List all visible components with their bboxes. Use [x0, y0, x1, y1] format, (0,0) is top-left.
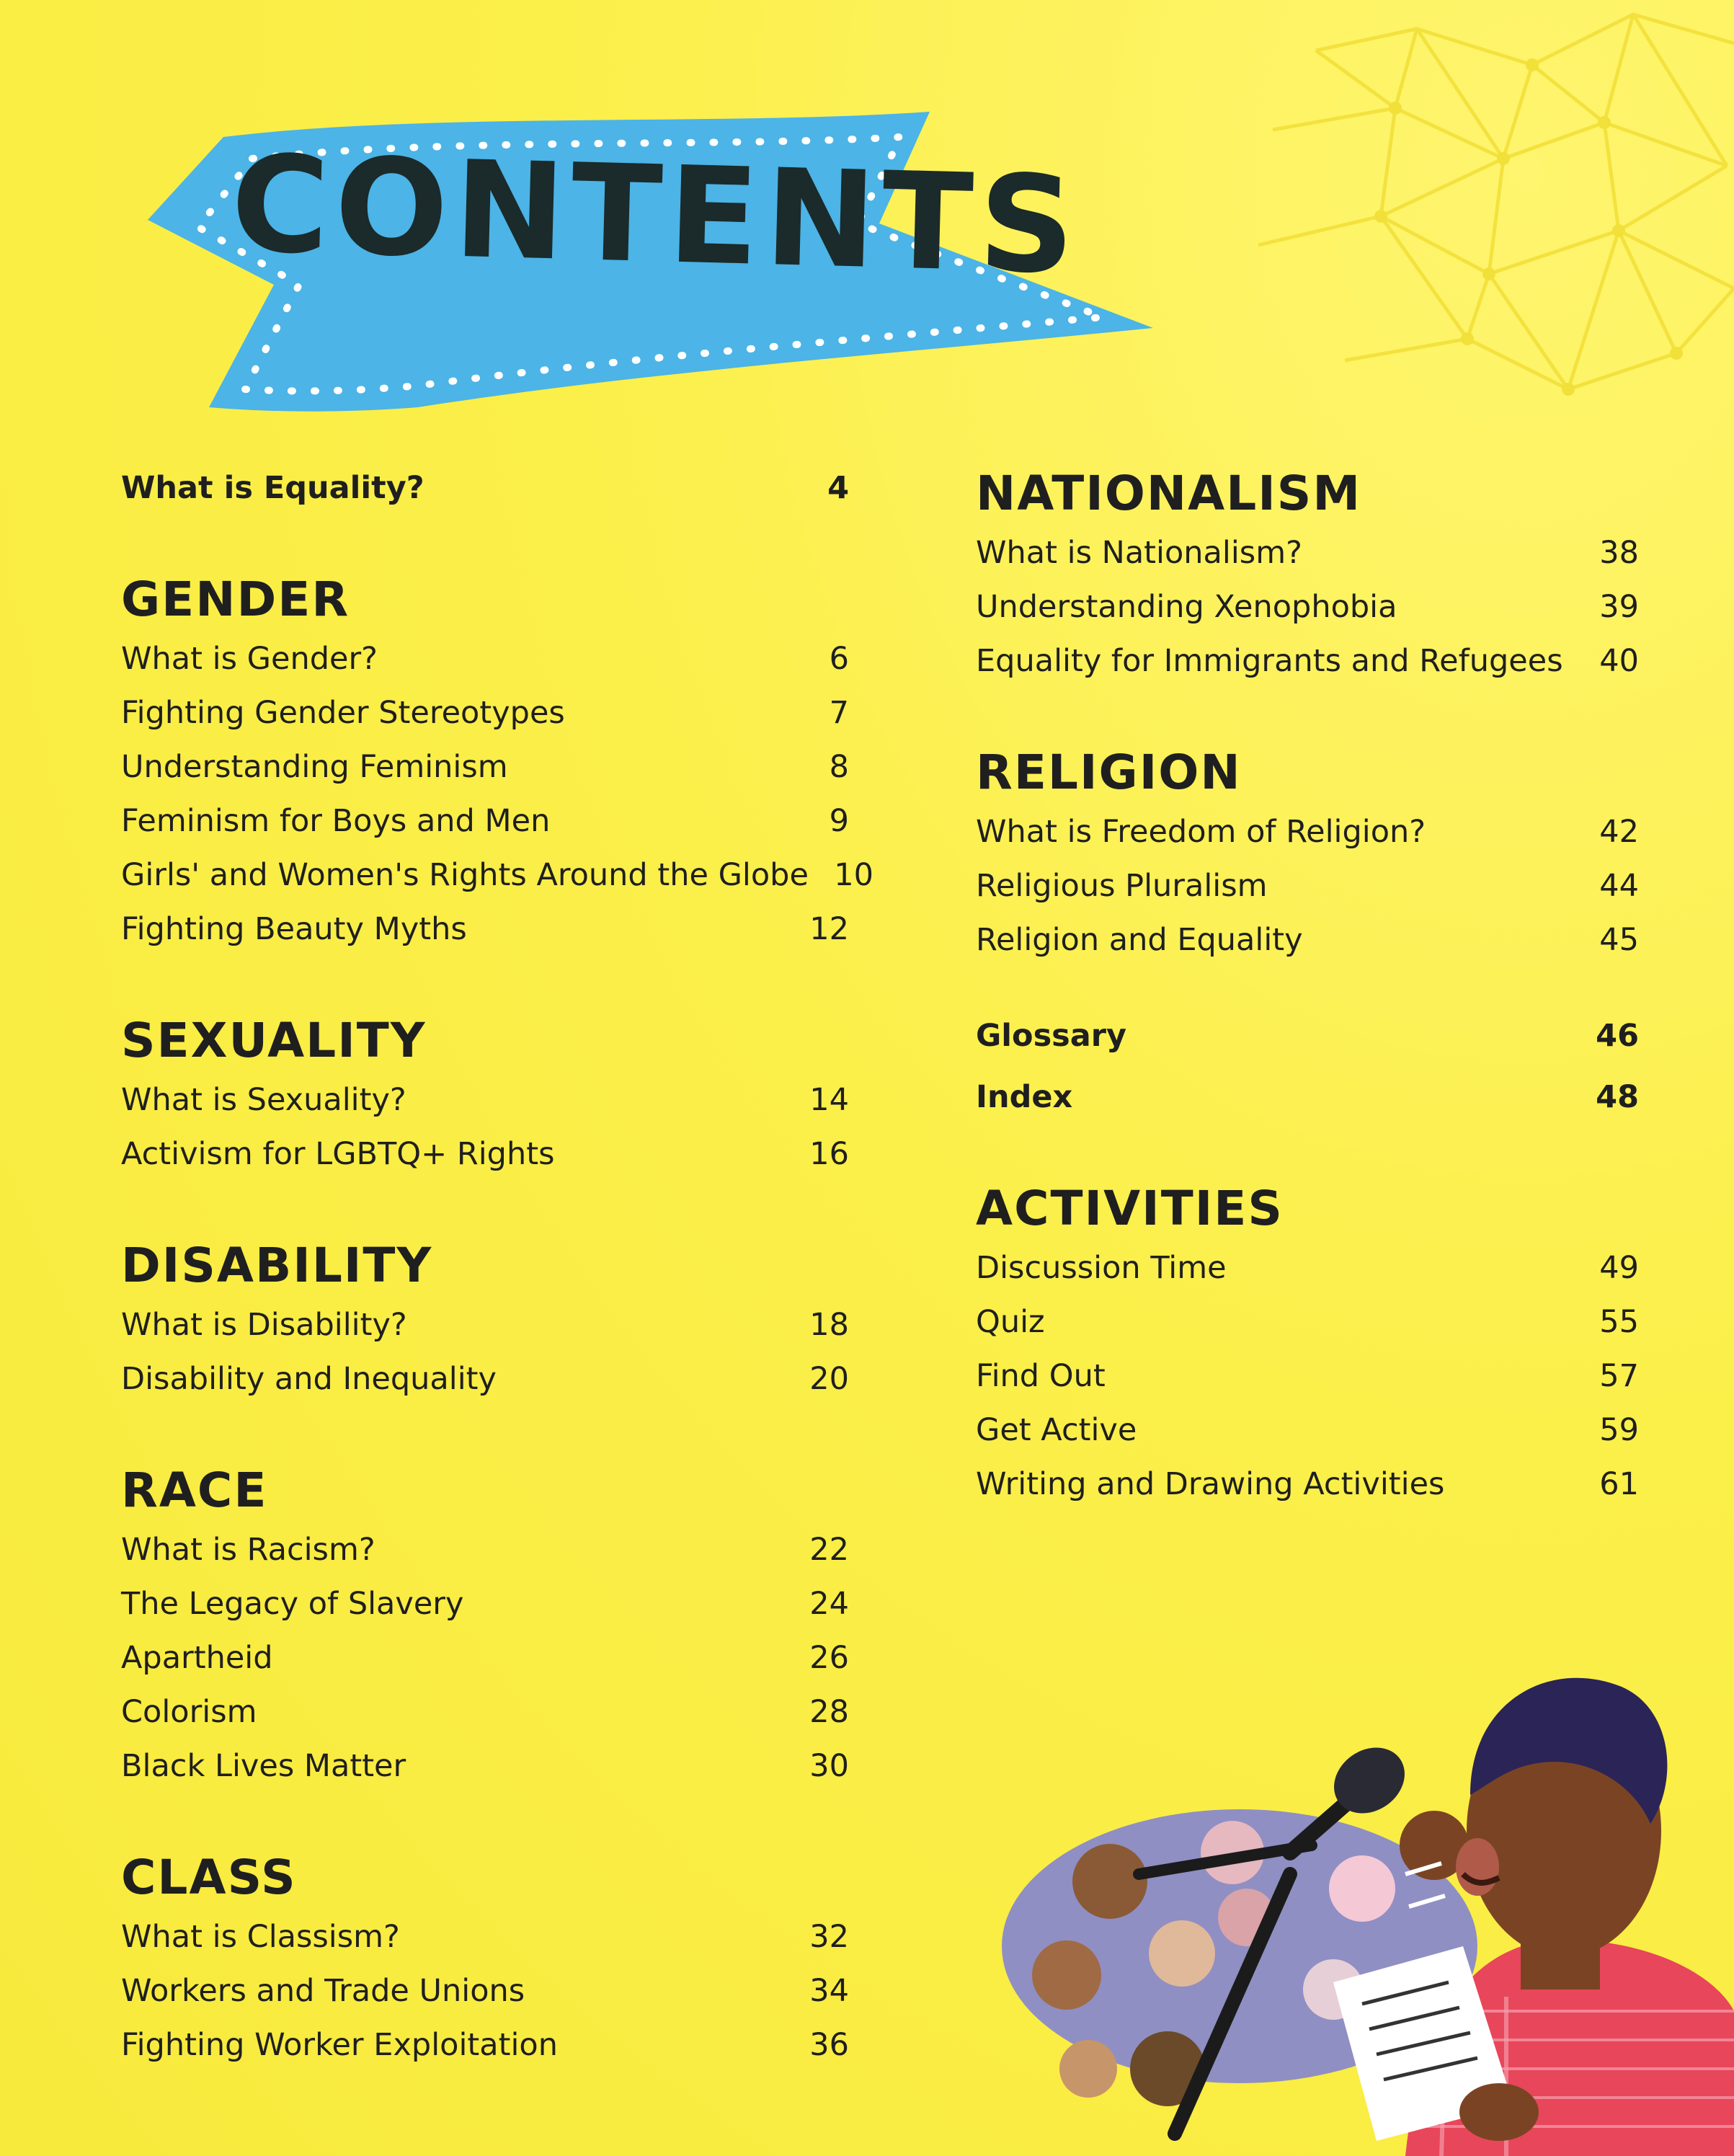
toc-entry-page: 32 [809, 1919, 849, 1955]
section-heading-activities: ACTIVITIES [976, 1181, 1284, 1236]
toc-right-column [976, 461, 1639, 1512]
toc-entry[interactable] [121, 902, 849, 957]
toc-entry-label: What is Sexuality? [121, 1082, 406, 1118]
toc-entry-page: 55 [1599, 1304, 1639, 1340]
toc-entry-label: Fighting Worker Exploitation [121, 2027, 558, 2063]
toc-entry-page: 34 [809, 1973, 849, 2009]
section-heading-nationalism: NATIONALISM [976, 466, 1362, 521]
toc-left-column [121, 461, 873, 2072]
toc-entry-label: Colorism [121, 1694, 257, 1730]
toc-entry-page: 14 [809, 1082, 849, 1118]
toc-entry[interactable] [121, 461, 849, 515]
toc-entry-label: Activism for LGBTQ+ Rights [121, 1136, 555, 1172]
toc-entry-label: Discussion Time [976, 1250, 1227, 1286]
toc-entry-page: 44 [1599, 868, 1639, 904]
toc-entry-page: 4 [827, 470, 849, 506]
toc-entry[interactable] [121, 1073, 849, 1127]
toc-entry-page: 30 [809, 1748, 849, 1784]
geometric-line-decoration [1230, 0, 1734, 461]
toc-entry-page: 20 [809, 1361, 849, 1397]
toc-entry-label: Index [976, 1079, 1073, 1115]
toc-entry[interactable] [976, 1349, 1639, 1403]
toc-entry[interactable] [976, 1241, 1639, 1295]
section-heading-sexuality: SEXUALITY [121, 1013, 427, 1068]
toc-entry-label: Religious Pluralism [976, 868, 1268, 904]
toc-entry[interactable] [976, 1070, 1639, 1124]
toc-entry[interactable] [121, 686, 849, 740]
toc-entry-page: 9 [829, 803, 849, 839]
toc-entry-label: Equality for Immigrants and Refugees [976, 643, 1563, 679]
toc-entry-page: 10 [834, 857, 873, 893]
toc-entry-label: Fighting Beauty Myths [121, 911, 467, 947]
toc-entry[interactable] [121, 1739, 849, 1793]
toc-entry-label: What is Disability? [121, 1307, 407, 1343]
toc-entry-label: Quiz [976, 1304, 1045, 1340]
toc-entry-label: What is Equality? [121, 470, 424, 506]
toc-entry-label: What is Gender? [121, 641, 378, 677]
toc-entry[interactable] [121, 1577, 849, 1631]
toc-entry[interactable] [976, 1009, 1639, 1063]
section-heading-gender: GENDER [121, 572, 350, 627]
toc-entry-label: Religion and Equality [976, 922, 1303, 958]
toc-entry-label: What is Nationalism? [976, 535, 1302, 571]
toc-entry-label: Disability and Inequality [121, 1361, 497, 1397]
toc-entry-label: Fighting Gender Stereotypes [121, 695, 565, 731]
toc-entry[interactable] [121, 1631, 849, 1685]
toc-entry-page: 40 [1599, 643, 1639, 679]
toc-entry-page: 38 [1599, 535, 1639, 571]
toc-entry[interactable] [121, 1523, 849, 1577]
toc-entry-label: Writing and Drawing Activities [976, 1466, 1445, 1502]
toc-entry-page: 42 [1599, 814, 1639, 850]
toc-entry[interactable] [976, 1458, 1639, 1512]
toc-entry[interactable] [121, 1352, 849, 1406]
toc-entry[interactable] [976, 805, 1639, 859]
toc-entry-label: Girls' and Women's Rights Around the Globe [121, 857, 809, 893]
toc-entry-page: 45 [1599, 922, 1639, 958]
toc-entry-label: The Legacy of Slavery [121, 1586, 464, 1622]
toc-entry-label: What is Freedom of Religion? [976, 814, 1426, 850]
toc-entry[interactable] [121, 1298, 849, 1352]
toc-entry-label: Workers and Trade Unions [121, 1973, 525, 2009]
toc-entry-page: 57 [1599, 1358, 1639, 1394]
toc-entry-label: Feminism for Boys and Men [121, 803, 551, 839]
toc-entry-page: 36 [809, 2027, 849, 2063]
toc-entry-page: 16 [809, 1136, 849, 1172]
toc-entry-page: 49 [1599, 1250, 1639, 1286]
toc-entry[interactable] [976, 634, 1639, 688]
toc-entry-label: Glossary [976, 1018, 1127, 1054]
toc-entry-label: Black Lives Matter [121, 1748, 406, 1784]
toc-entry[interactable] [121, 1964, 849, 2018]
toc-entry[interactable] [121, 848, 873, 902]
section-heading-race: RACE [121, 1463, 268, 1518]
toc-entry[interactable] [976, 1403, 1639, 1458]
toc-entry-page: 26 [809, 1640, 849, 1676]
toc-entry[interactable] [121, 2018, 849, 2072]
toc-entry[interactable] [121, 1127, 849, 1181]
toc-entry-label: Understanding Feminism [121, 749, 508, 785]
toc-entry[interactable] [121, 1910, 849, 1964]
toc-entry-label: What is Racism? [121, 1532, 375, 1568]
toc-entry-page: 24 [809, 1586, 849, 1622]
toc-entry-page: 39 [1599, 589, 1639, 625]
toc-entry-page: 61 [1599, 1466, 1639, 1502]
toc-entry-page: 46 [1596, 1018, 1639, 1054]
section-heading-disability: DISABILITY [121, 1238, 433, 1293]
toc-entry-label: Find Out [976, 1358, 1106, 1394]
toc-entry-page: 7 [829, 695, 849, 731]
toc-entry-label: Understanding Xenophobia [976, 589, 1397, 625]
toc-entry-page: 8 [829, 749, 849, 785]
toc-entry[interactable] [121, 740, 849, 794]
toc-entry[interactable] [976, 580, 1639, 634]
toc-entry-page: 12 [809, 911, 849, 947]
toc-entry-page: 28 [809, 1694, 849, 1730]
toc-entry-label: Get Active [976, 1412, 1137, 1448]
speaker-illustration [1002, 1636, 1734, 2156]
toc-entry[interactable] [976, 913, 1639, 967]
toc-entry[interactable] [976, 1295, 1639, 1349]
section-heading-class: CLASS [121, 1850, 297, 1905]
toc-entry-label: What is Classism? [121, 1919, 400, 1955]
toc-entry-page: 18 [809, 1307, 849, 1343]
toc-entry-page: 22 [809, 1532, 849, 1568]
section-heading-religion: RELIGION [976, 745, 1242, 800]
toc-entry[interactable] [121, 632, 849, 686]
toc-entry-page: 6 [829, 641, 849, 677]
toc-entry[interactable] [976, 526, 1639, 580]
toc-entry[interactable] [121, 1685, 849, 1739]
page-title: CONTENTS [229, 125, 1082, 304]
toc-entry-label: Apartheid [121, 1640, 273, 1676]
toc-entry-page: 59 [1599, 1412, 1639, 1448]
toc-entry[interactable] [976, 859, 1639, 913]
toc-entry[interactable] [121, 794, 849, 848]
toc-entry-page: 48 [1596, 1079, 1639, 1115]
